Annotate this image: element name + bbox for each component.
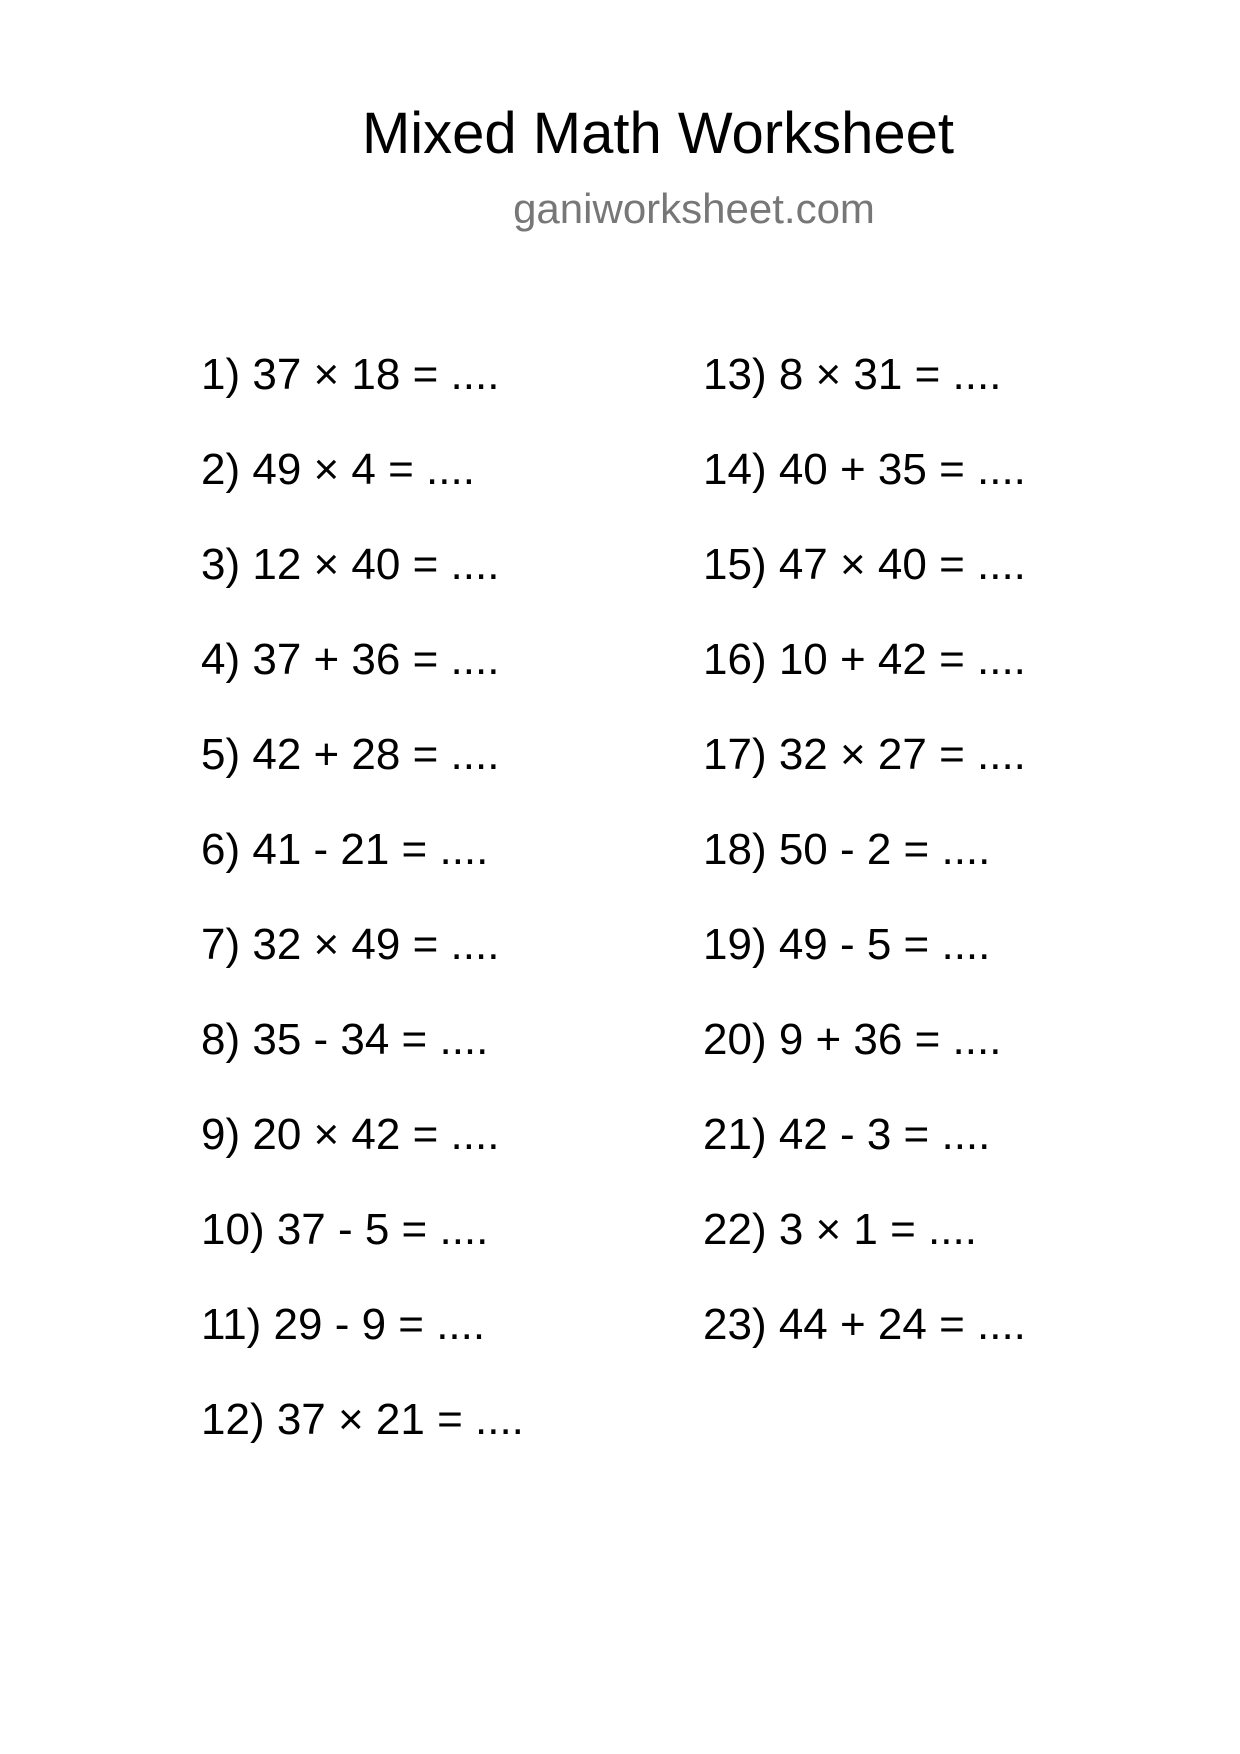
- math-problem: 18) 50 - 2 = ....: [703, 825, 991, 874]
- math-problem: 23) 44 + 24 = ....: [703, 1300, 1026, 1349]
- website-label: ganiworksheet.com: [513, 185, 875, 232]
- math-problem: 22) 3 × 1 = ....: [703, 1205, 977, 1254]
- math-problem: 16) 10 + 42 = ....: [703, 635, 1026, 684]
- math-problem: 21) 42 - 3 = ....: [703, 1110, 991, 1159]
- math-problem: 4) 37 + 36 = ....: [201, 635, 500, 684]
- math-problem: 11) 29 - 9 = ....: [201, 1300, 486, 1349]
- page-title: Mixed Math Worksheet: [361, 101, 955, 166]
- math-problem: 10) 37 - 5 = ....: [201, 1205, 489, 1254]
- math-problem: 5) 42 + 28 = ....: [201, 730, 500, 779]
- problem-column-right: [703, 350, 1123, 1395]
- math-problem: 19) 49 - 5 = ....: [703, 920, 991, 969]
- math-problem: 3) 12 × 40 = ....: [201, 540, 500, 589]
- math-problem: 15) 47 × 40 = ....: [703, 540, 1026, 589]
- math-problem: 9) 20 × 42 = ....: [201, 1110, 500, 1159]
- math-problem: 1) 37 × 18 = ....: [201, 350, 500, 399]
- math-problem: 13) 8 × 31 = ....: [703, 350, 1002, 399]
- math-problem: 8) 35 - 34 = ....: [201, 1015, 489, 1064]
- math-problem: 17) 32 × 27 = ....: [703, 730, 1026, 779]
- math-problem: 12) 37 × 21 = ....: [201, 1395, 524, 1444]
- problem-column-left: [201, 350, 621, 1490]
- math-problem: 2) 49 × 4 = ....: [201, 445, 475, 494]
- math-problem: 14) 40 + 35 = ....: [703, 445, 1026, 494]
- math-problem: 20) 9 + 36 = ....: [703, 1015, 1002, 1064]
- math-problem: 6) 41 - 21 = ....: [201, 825, 489, 874]
- math-problem: 7) 32 × 49 = ....: [201, 920, 500, 969]
